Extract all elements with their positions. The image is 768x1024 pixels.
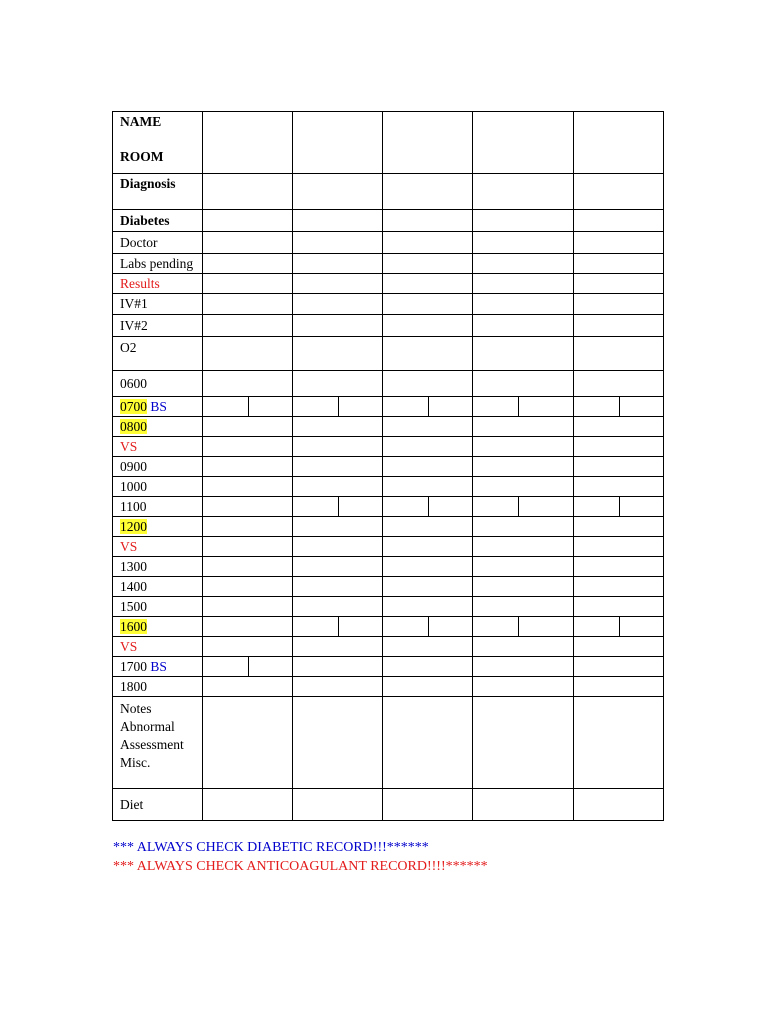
cell[interactable] <box>574 597 664 617</box>
cell[interactable] <box>574 789 664 821</box>
cell[interactable] <box>574 637 664 657</box>
cell[interactable] <box>473 677 574 697</box>
time-0700-highlight: 0700 <box>120 398 147 414</box>
cell[interactable] <box>473 232 574 254</box>
cell[interactable] <box>473 597 574 617</box>
cell[interactable] <box>383 577 473 597</box>
cell[interactable] <box>383 294 473 315</box>
cell[interactable] <box>203 537 293 557</box>
cell[interactable] <box>574 294 664 315</box>
cell[interactable] <box>383 274 473 294</box>
cell[interactable] <box>473 315 574 337</box>
cell[interactable] <box>203 294 293 315</box>
cell[interactable] <box>473 537 574 557</box>
time-1700-label <box>113 657 203 677</box>
cell[interactable] <box>293 232 383 254</box>
row-1300 <box>113 557 664 577</box>
cell[interactable] <box>473 174 574 210</box>
cell[interactable] <box>473 637 574 657</box>
cell[interactable] <box>574 577 664 597</box>
row-1400 <box>113 577 664 597</box>
cell[interactable] <box>383 697 473 789</box>
cell[interactable] <box>203 517 293 537</box>
split-cell[interactable] <box>473 617 574 637</box>
cell[interactable] <box>574 112 664 174</box>
misc-label: Misc. <box>120 755 151 770</box>
diabetic-record-note: *** ALWAYS CHECK DIABETIC RECORD!!!****** <box>113 840 429 855</box>
notes-label-block <box>113 697 203 789</box>
row-1800 <box>113 677 664 697</box>
time-1600-label <box>113 617 203 637</box>
split-cell[interactable] <box>293 497 383 517</box>
row-iv1 <box>113 294 664 315</box>
time-1000-label: 1000 <box>113 477 203 497</box>
row-name-room <box>113 112 664 174</box>
cell[interactable] <box>473 477 574 497</box>
anticoagulant-record-note: *** ALWAYS CHECK ANTICOAGULANT RECORD!!!!****** <box>113 859 488 874</box>
room-label: ROOM <box>120 148 164 164</box>
cell[interactable] <box>203 315 293 337</box>
cell[interactable] <box>574 477 664 497</box>
abnormal-label: Abnormal <box>120 719 175 734</box>
vs-label: VS <box>113 637 203 657</box>
cell[interactable] <box>293 112 383 174</box>
row-0600 <box>113 371 664 397</box>
cell[interactable] <box>293 174 383 210</box>
row-0800 <box>113 417 664 437</box>
cell[interactable] <box>473 417 574 437</box>
cell[interactable] <box>203 637 293 657</box>
cell[interactable] <box>203 457 293 477</box>
cell[interactable] <box>574 371 664 397</box>
cell[interactable] <box>383 517 473 537</box>
cell[interactable] <box>383 315 473 337</box>
row-1500 <box>113 597 664 617</box>
split-cell[interactable] <box>293 397 383 417</box>
cell[interactable] <box>203 577 293 597</box>
iv1-label: IV#1 <box>113 294 203 315</box>
row-vs-1200 <box>113 537 664 557</box>
cell[interactable] <box>574 457 664 477</box>
cell[interactable] <box>293 637 383 657</box>
cell[interactable] <box>203 617 293 637</box>
time-1100-label: 1100 <box>113 497 203 517</box>
cell[interactable] <box>574 274 664 294</box>
name-room-label <box>113 112 203 174</box>
cell[interactable] <box>383 337 473 371</box>
row-diabetes <box>113 210 664 232</box>
cell[interactable] <box>203 597 293 617</box>
cell[interactable] <box>293 457 383 477</box>
diet-label: Diet <box>113 789 203 821</box>
cell[interactable] <box>473 557 574 577</box>
time-0900-label: 0900 <box>113 457 203 477</box>
cell[interactable] <box>473 112 574 174</box>
cell[interactable] <box>293 557 383 577</box>
cell[interactable] <box>473 577 574 597</box>
notes-label: Notes <box>120 701 152 716</box>
cell[interactable] <box>473 371 574 397</box>
cell[interactable] <box>383 437 473 457</box>
cell[interactable] <box>383 174 473 210</box>
cell[interactable] <box>473 274 574 294</box>
cell[interactable] <box>574 557 664 577</box>
split-cell[interactable] <box>473 497 574 517</box>
cell[interactable] <box>203 697 293 789</box>
doctor-label: Doctor <box>113 232 203 254</box>
cell[interactable] <box>293 371 383 397</box>
cell[interactable] <box>383 254 473 274</box>
cell[interactable] <box>383 637 473 657</box>
row-1700 <box>113 657 664 677</box>
cell[interactable] <box>293 477 383 497</box>
cell[interactable] <box>203 437 293 457</box>
cell[interactable] <box>473 789 574 821</box>
cell[interactable] <box>473 457 574 477</box>
time-1800-label: 1800 <box>113 677 203 697</box>
row-diet <box>113 789 664 821</box>
cell[interactable] <box>574 657 664 677</box>
row-1600 <box>113 617 664 637</box>
o2-label: O2 <box>113 337 203 371</box>
cell[interactable] <box>383 789 473 821</box>
cell[interactable] <box>383 597 473 617</box>
time-1700-text: 1700 <box>120 658 147 674</box>
cell[interactable] <box>203 417 293 437</box>
cell[interactable] <box>203 677 293 697</box>
cell[interactable] <box>203 232 293 254</box>
time-1300-label: 1300 <box>113 557 203 577</box>
cell[interactable] <box>473 210 574 232</box>
row-iv2 <box>113 315 664 337</box>
cell[interactable] <box>574 677 664 697</box>
cell[interactable] <box>473 337 574 371</box>
split-cell[interactable] <box>574 617 664 637</box>
cell[interactable] <box>383 557 473 577</box>
row-0700 <box>113 397 664 417</box>
cell[interactable] <box>383 657 473 677</box>
vs-label: VS <box>113 537 203 557</box>
cell[interactable] <box>574 697 664 789</box>
cell[interactable] <box>203 557 293 577</box>
row-o2 <box>113 337 664 371</box>
cell[interactable] <box>293 577 383 597</box>
name-label: NAME <box>120 114 162 129</box>
cell[interactable] <box>574 337 664 371</box>
row-vs-1600 <box>113 637 664 657</box>
cell[interactable] <box>293 210 383 232</box>
row-notes <box>113 697 664 789</box>
row-1100 <box>113 497 664 517</box>
row-diagnosis <box>113 174 664 210</box>
cell[interactable] <box>203 789 293 821</box>
cell[interactable] <box>473 254 574 274</box>
bs-label: BS <box>150 658 167 674</box>
cell[interactable] <box>383 477 473 497</box>
cell[interactable] <box>574 537 664 557</box>
assessment-label: Assessment <box>120 737 184 752</box>
vs-label: VS <box>113 437 203 457</box>
cell[interactable] <box>383 677 473 697</box>
cell[interactable] <box>383 112 473 174</box>
time-1500-label: 1500 <box>113 597 203 617</box>
cell[interactable] <box>574 437 664 457</box>
cell[interactable] <box>574 315 664 337</box>
cell[interactable] <box>293 254 383 274</box>
cell[interactable] <box>203 174 293 210</box>
time-0800-label <box>113 417 203 437</box>
cell[interactable] <box>574 210 664 232</box>
cell[interactable] <box>574 232 664 254</box>
time-0800-highlight: 0800 <box>120 418 147 434</box>
cell[interactable] <box>203 274 293 294</box>
cell[interactable] <box>574 254 664 274</box>
labs-pending-label: Labs pending <box>113 254 203 274</box>
cell[interactable] <box>203 371 293 397</box>
row-labs-pending <box>113 254 664 274</box>
cell[interactable] <box>574 174 664 210</box>
cell[interactable] <box>203 112 293 174</box>
cell[interactable] <box>383 537 473 557</box>
cell[interactable] <box>473 517 574 537</box>
split-cell[interactable] <box>383 497 473 517</box>
split-cell[interactable] <box>383 617 473 637</box>
cell[interactable] <box>574 517 664 537</box>
cell[interactable] <box>293 657 383 677</box>
bs-label: BS <box>150 398 167 414</box>
time-1200-label <box>113 517 203 537</box>
split-cell[interactable] <box>574 397 664 417</box>
cell[interactable] <box>383 371 473 397</box>
cell[interactable] <box>383 232 473 254</box>
results-label: Results <box>113 274 203 294</box>
patient-report-table <box>112 111 664 821</box>
cell[interactable] <box>203 254 293 274</box>
split-cell[interactable] <box>203 397 293 417</box>
diagnosis-label: Diagnosis <box>113 174 203 210</box>
cell[interactable] <box>293 517 383 537</box>
cell[interactable] <box>473 437 574 457</box>
cell[interactable] <box>473 294 574 315</box>
cell[interactable] <box>203 477 293 497</box>
cell[interactable] <box>293 697 383 789</box>
cell[interactable] <box>293 315 383 337</box>
cell[interactable] <box>383 210 473 232</box>
cell[interactable] <box>293 437 383 457</box>
cell[interactable] <box>383 457 473 477</box>
row-0900 <box>113 457 664 477</box>
cell[interactable] <box>293 337 383 371</box>
cell[interactable] <box>293 789 383 821</box>
time-0600-label: 0600 <box>113 371 203 397</box>
cell[interactable] <box>293 677 383 697</box>
row-doctor <box>113 232 664 254</box>
row-vs-0800 <box>113 437 664 457</box>
cell[interactable] <box>203 497 293 517</box>
cell[interactable] <box>293 597 383 617</box>
diabetes-label: Diabetes <box>113 210 203 232</box>
time-0700-label <box>113 397 203 417</box>
cell[interactable] <box>293 537 383 557</box>
time-1200-highlight: 1200 <box>120 518 147 534</box>
row-results <box>113 274 664 294</box>
cell[interactable] <box>293 417 383 437</box>
split-cell[interactable] <box>293 617 383 637</box>
iv2-label: IV#2 <box>113 315 203 337</box>
cell[interactable] <box>203 337 293 371</box>
cell[interactable] <box>473 657 574 677</box>
time-1400-label: 1400 <box>113 577 203 597</box>
cell[interactable] <box>293 274 383 294</box>
cell[interactable] <box>203 210 293 232</box>
row-1000 <box>113 477 664 497</box>
time-1600-highlight: 1600 <box>120 618 147 634</box>
split-cell[interactable] <box>203 657 293 677</box>
row-1200 <box>113 517 664 537</box>
split-cell[interactable] <box>383 397 473 417</box>
cell[interactable] <box>293 294 383 315</box>
cell[interactable] <box>383 417 473 437</box>
split-cell[interactable] <box>574 497 664 517</box>
cell[interactable] <box>574 417 664 437</box>
split-cell[interactable] <box>473 397 574 417</box>
cell[interactable] <box>473 697 574 789</box>
